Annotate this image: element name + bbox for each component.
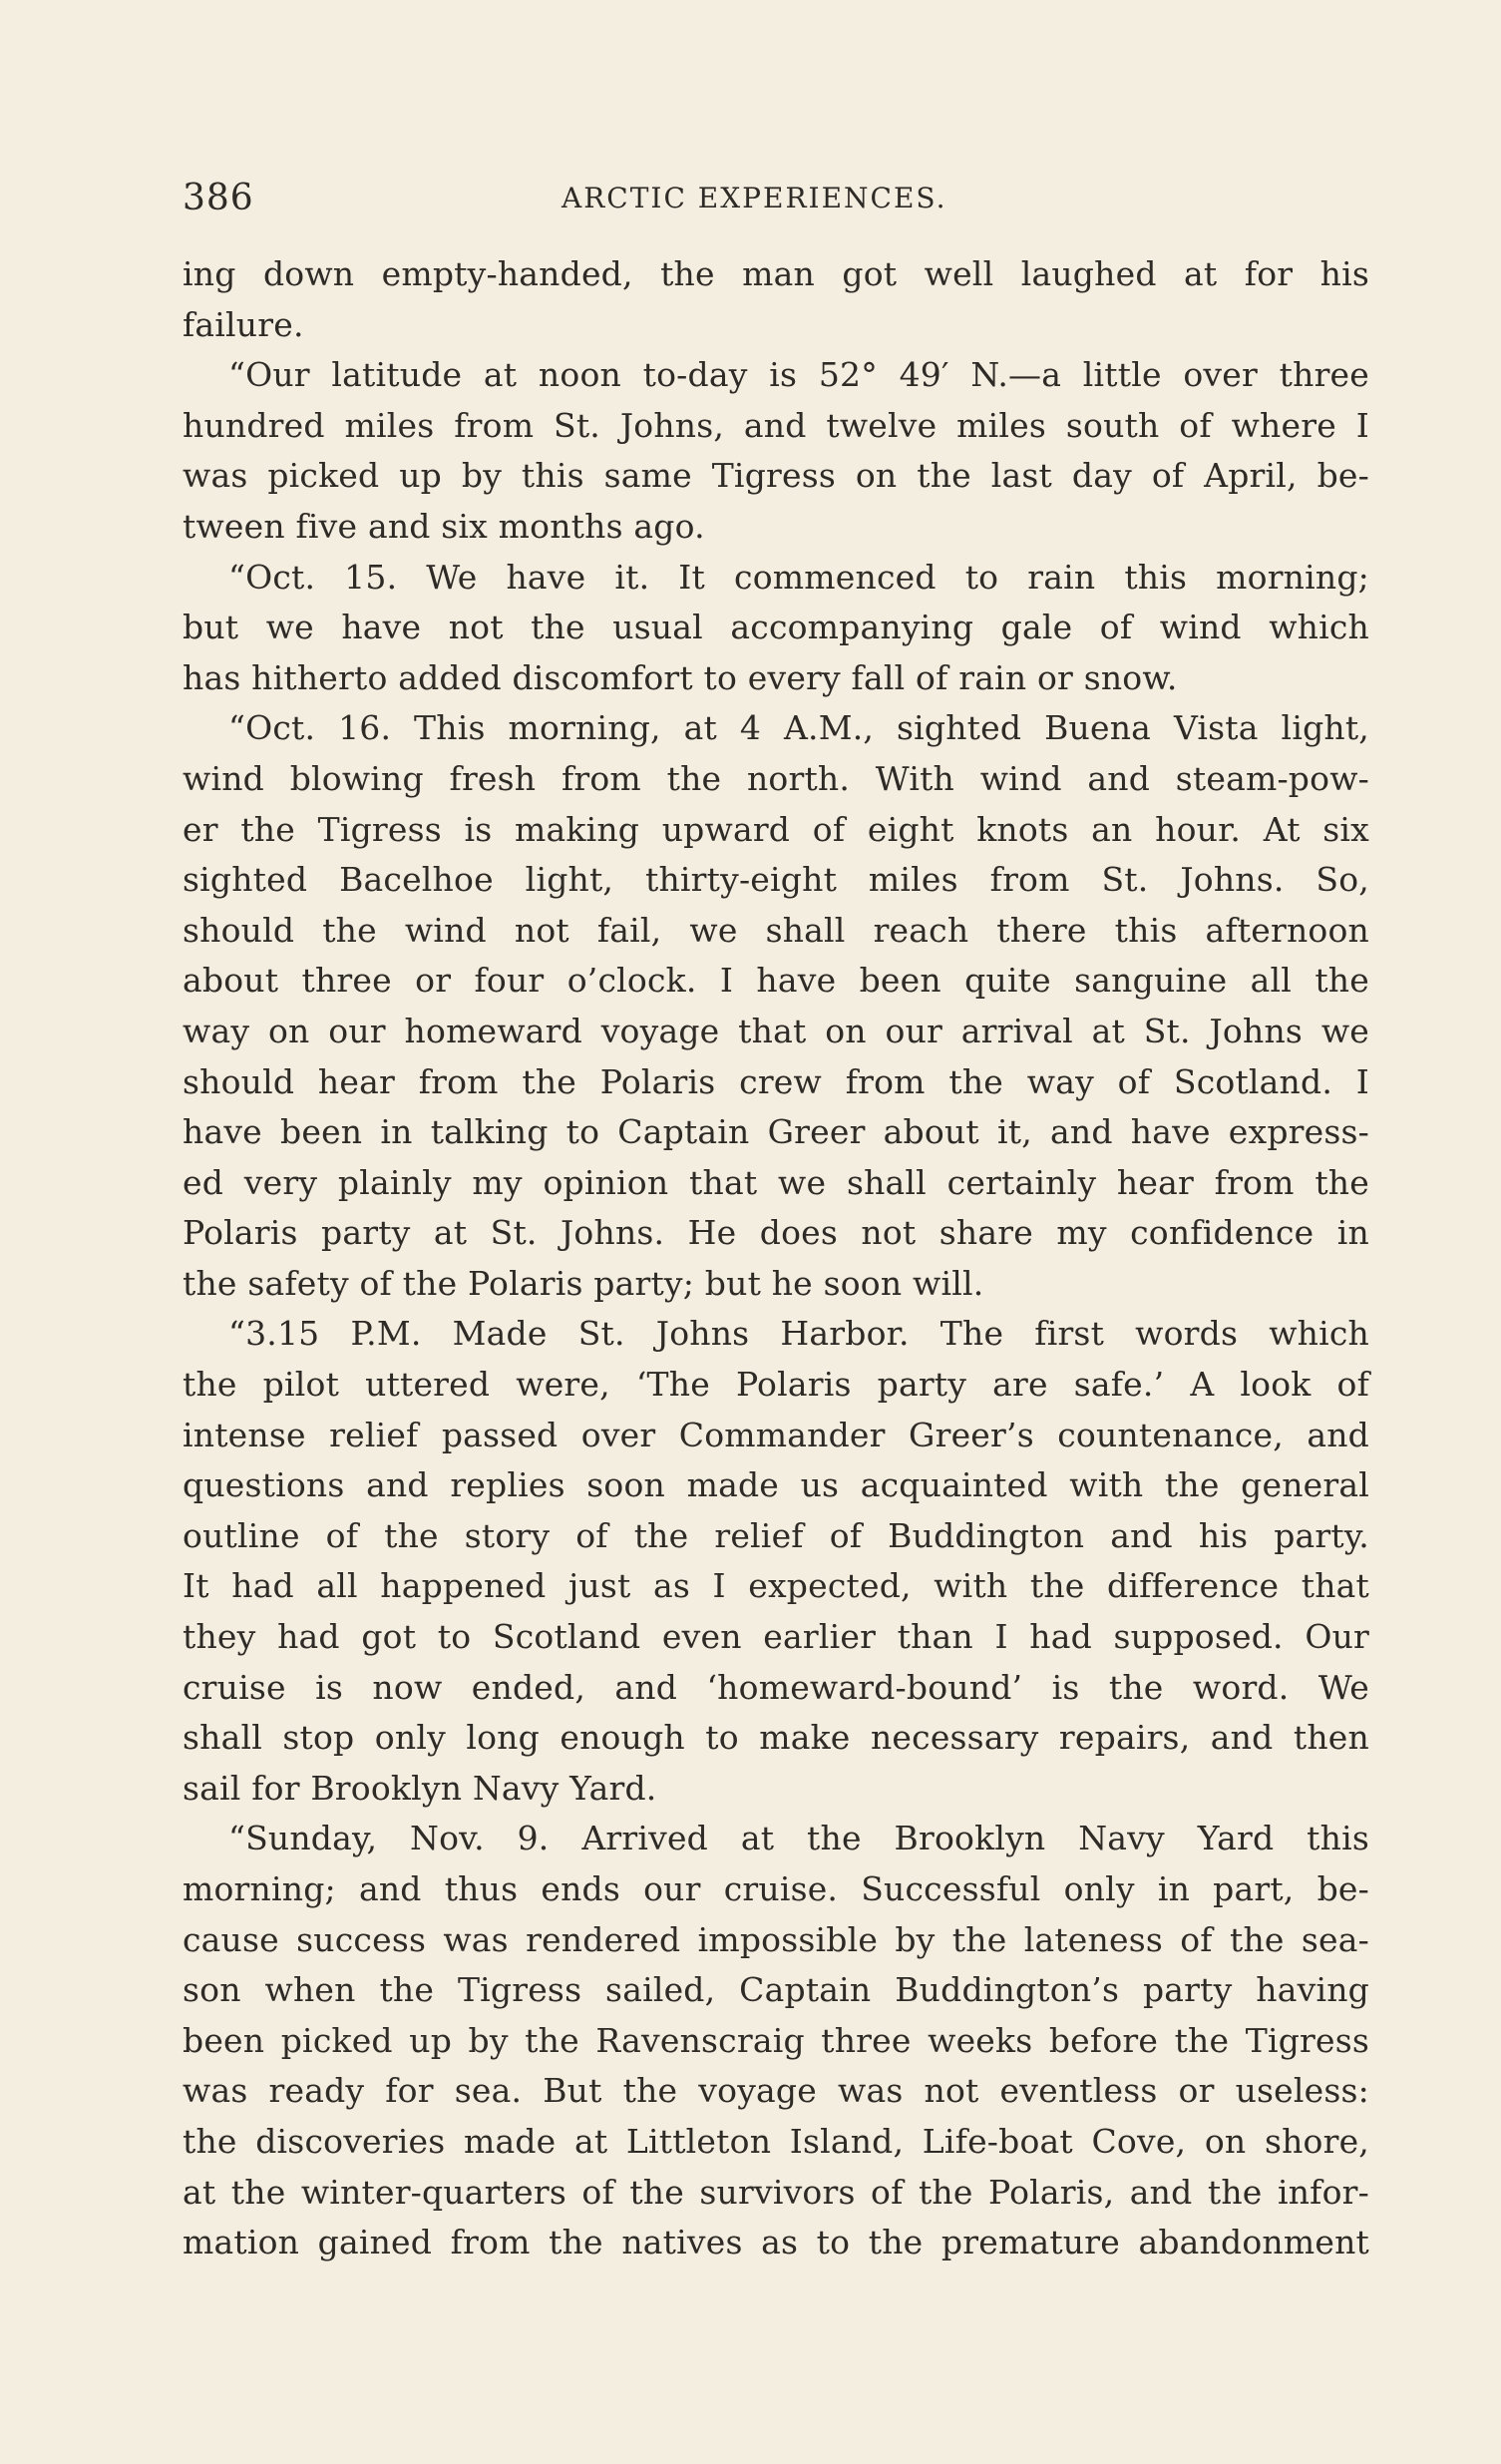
text-line: should the wind not fail, we shall reach there this afternoon — [183, 910, 1369, 950]
text-line: “Oct. 15. We have it. It commenced to rain this morning; — [228, 557, 1369, 597]
text-line: outline of the story of the relief of Buddington and his party. — [183, 1515, 1369, 1555]
text-line: shall stop only long enough to make necessary repairs, and then — [183, 1718, 1369, 1758]
text-line: “Oct. 16. This morning, at 4 A.M., sighted Buena Vista light, — [228, 708, 1369, 748]
text-line: “Our latitude at noon to-day is 52° 49′ N.—a little over three — [228, 355, 1369, 395]
text-line: sail for Brooklyn Navy Yard. — [183, 1768, 657, 1808]
text-line: questions and replies soon made us acquainted with the general — [183, 1465, 1369, 1505]
text-line: er the Tigress is making upward of eight knots an hour. At six — [183, 809, 1369, 849]
text-line: mation gained from the natives as to the premature abandonment — [183, 2223, 1369, 2262]
page-number: 386 — [183, 178, 254, 218]
text-line: but we have not the usual accompanying gale of wind which — [183, 608, 1369, 647]
text-line: “3.15 P.M. Made St. Johns Harbor. The first words which — [228, 1314, 1369, 1354]
body-text — [183, 249, 1369, 2268]
text-line: the safety of the Polaris party; but he soon will. — [183, 1263, 984, 1303]
text-line: “Sunday, Nov. 9. Arrived at the Brooklyn Navy Yard this — [228, 1819, 1369, 1858]
text-line: was ready for sea. But the voyage was not eventless or useless: — [183, 2071, 1369, 2111]
text-line: at the winter-quarters of the survivors of the Polaris, and the infor- — [183, 2172, 1369, 2212]
text-line: failure. — [183, 304, 304, 344]
text-line: way on our homeward voyage that on our arrival at St. Johns we — [183, 1011, 1369, 1050]
text-line: was picked up by this same Tigress on the last day of April, be- — [183, 456, 1369, 496]
text-line: hundred miles from St. Johns, and twelve miles south of where I — [183, 405, 1369, 445]
text-line: ed very plainly my opinion that we shall certainly hear from the — [183, 1162, 1369, 1202]
text-line: cause success was rendered impossible by the lateness of the sea- — [183, 1919, 1369, 1959]
text-line: son when the Tigress sailed, Captain Buddington’s party having — [183, 1970, 1369, 2010]
text-line: they had got to Scotland even earlier than I had supposed. Our — [183, 1617, 1369, 1657]
text-line: Polaris party at St. Johns. He does not share my confidence in — [183, 1213, 1369, 1253]
text-line: should hear from the Polaris crew from the way of Scotland. I — [183, 1061, 1369, 1101]
page-header — [183, 178, 1369, 227]
text-line: has hitherto added discomfort to every fall of rain or snow. — [183, 657, 1178, 697]
text-line: the discoveries made at Littleton Island, Life-boat Cove, on shore, — [183, 2121, 1369, 2161]
text-line: sighted Bacelhoe light, thirty-eight miles from St. Johns. So, — [183, 860, 1369, 900]
text-line: intense relief passed over Commander Greer’s countenance, and — [183, 1415, 1369, 1454]
text-line: wind blowing fresh from the north. With wind and steam-pow- — [183, 758, 1369, 798]
text-line: cruise is now ended, and ‘homeward-bound’ is the word. We — [183, 1667, 1369, 1707]
text-line: morning; and thus ends our cruise. Successful only in part, be- — [183, 1869, 1369, 1908]
text-line: tween five and six months ago. — [183, 506, 705, 546]
text-line: have been in talking to Captain Greer about it, and have express- — [183, 1112, 1369, 1152]
text-line: It had all happened just as I expected, with the difference that — [183, 1566, 1369, 1606]
text-line: ing down empty-handed, the man got well laughed at for his — [183, 254, 1369, 293]
text-line: about three or four o’clock. I have been quite sanguine all the — [183, 961, 1369, 1001]
text-line: the pilot uttered were, ‘The Polaris party are safe.’ A look of — [183, 1365, 1369, 1405]
text-line: been picked up by the Ravenscraig three weeks before the Tigress — [183, 2020, 1369, 2060]
running-title: ARCTIC EXPERIENCES. — [562, 182, 947, 214]
